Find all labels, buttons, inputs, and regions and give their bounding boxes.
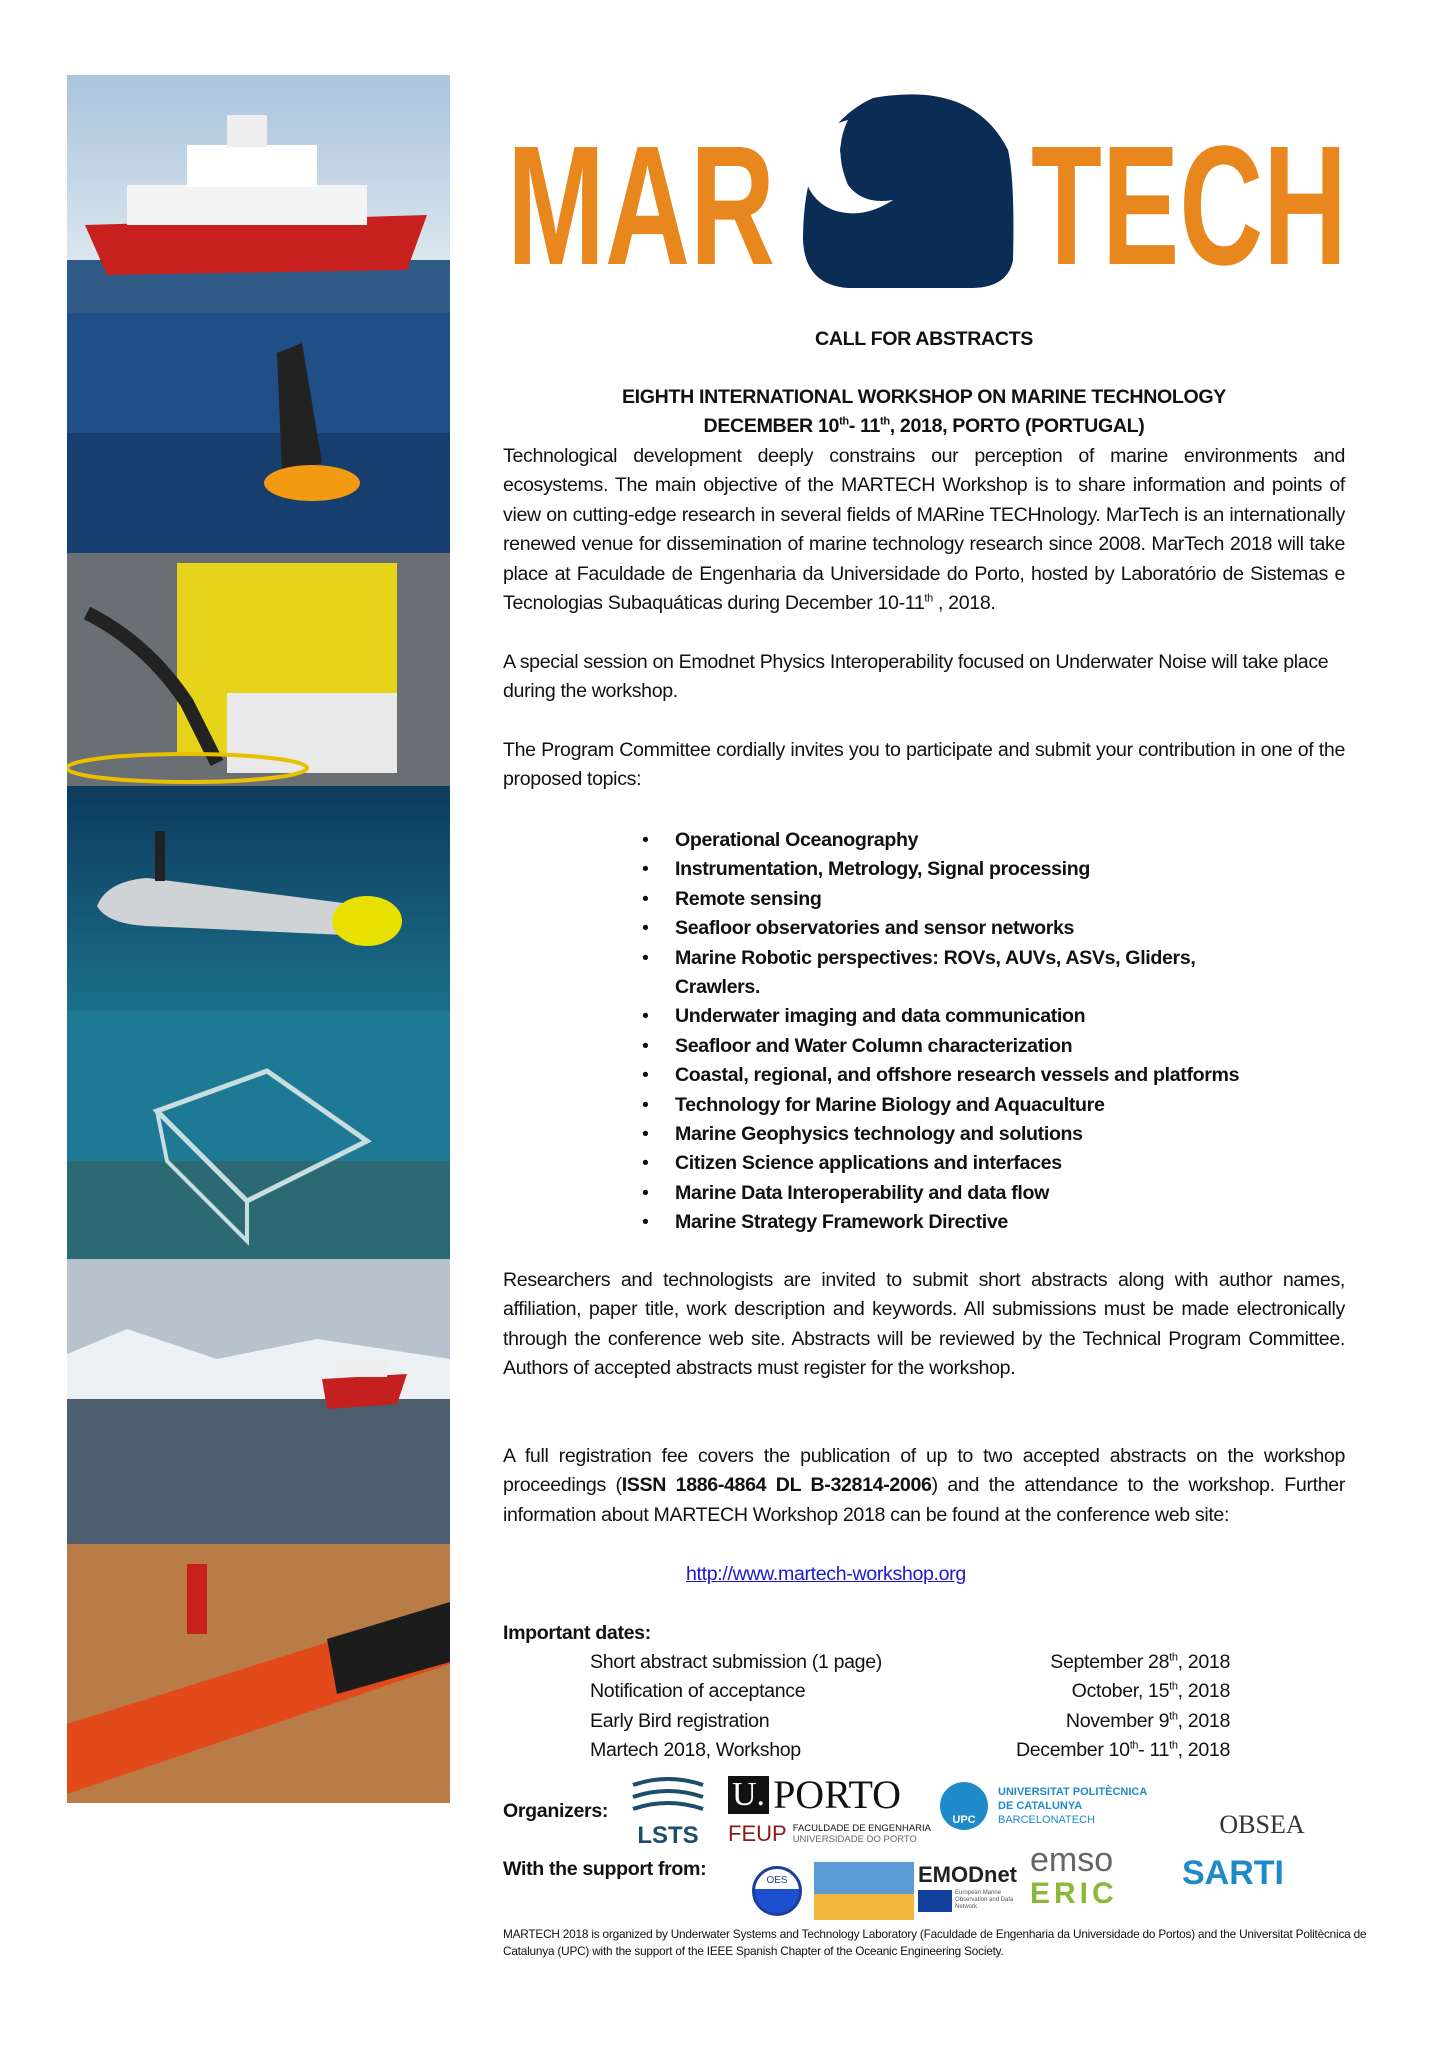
topic-item: • Marine Robotic perspectives: ROVs, AUVs, ASVs, Gliders, Crawlers. — [642, 944, 1275, 1003]
important-dates-table — [590, 1648, 1230, 1766]
footer-note: MARTECH 2018 is organized by Underwater Systems and Technology Laboratory (Faculdade de Engenharia da Universidade do Portos) and the Universitat Politècnica de Catalunya (UPC) with the support of the IEEE Spanish Chapter of the Oceanic Engineering Society. — [503, 1927, 1367, 1958]
emodnet-logo: EMODnet European Marine Observation and Data Network — [918, 1862, 1017, 1910]
logo-text-tech: TECH — [1031, 111, 1347, 290]
topic-item: • Seafloor observatories and sensor networks — [642, 914, 1362, 943]
topic-item: • Underwater imaging and data communication — [642, 1002, 1362, 1031]
invitation-paragraph: The Program Committee cordially invites you to participate and submit your contribution in one of the proposed topics: — [503, 739, 1345, 791]
special-session-paragraph: A special session on Emodnet Physics Interoperability focused on Underwater Noise will take place during the workshop. — [503, 651, 1329, 703]
topic-item: • Marine Data Interoperability and data flow — [642, 1179, 1362, 1208]
photo-underwater-cage — [67, 1011, 450, 1259]
emso-eric-logo: emso ERIC — [1030, 1841, 1118, 1910]
workshop-name: EIGHTH INTERNATIONAL WORKSHOP ON MARINE TECHNOLOGY — [621, 386, 1227, 408]
martech-logo — [503, 90, 1348, 290]
registration-paragraph: A full registration fee covers the publication of up to two accepted abstracts on the workshop proceedings (ISSN 1886-4864 DL B-32814-2006) and the attendance to the workshop. Further information about MARTECH Workshop 2018 can be found at the conference web site: — [503, 1445, 1346, 1526]
logo-text-mar: MAR — [507, 111, 775, 290]
date-row: Notification of acceptance October, 15th, 2018 — [590, 1680, 1230, 1703]
intro-paragraph: Technological development deeply constrains our perception of marine environments and ecosystems. The main objective of the MARTECH Workshop is to share information and points of view on cutting-edge research in several fields of MARine TECHnology. MarTech is an internationally renewed venue for dissemination of marine technology research since 2008. MarTech 2018 will take place at Faculdade de Engenharia da Universidade do Porto, hosted by Laboratório de Sistemas e Tecnologias Subaquáticas during December 10-11th , 2018. — [503, 445, 1345, 615]
website-link-wrap — [686, 1560, 1086, 1589]
emodnet-physics-logo — [814, 1862, 914, 1920]
workshop-dates-location: DECEMBER 10th- 11th, 2018, PORTO (PORTUGAL) — [703, 415, 1145, 438]
topic-item: • Seafloor and Water Column characterization — [642, 1032, 1362, 1061]
website-link[interactable]: http://www.martech-workshop.org — [686, 1563, 966, 1585]
support-label: With the support from: — [503, 1858, 707, 1880]
submission-paragraph: Researchers and technologists are invited to submit short abstracts along with author names, affiliation, paper title, work description and keywords. All submissions must be made electronically through the conference web site. Abstracts will be reviewed by the Technical Program Committee. Authors of accepted abstracts must register for the workshop. — [503, 1269, 1345, 1380]
date-row: Early Bird registration November 9th, 2018 — [590, 1709, 1230, 1732]
photo-rov — [67, 553, 450, 786]
lsts-logo: LSTS — [628, 1775, 708, 1850]
uporto-feup-logo: U. PORTO FEUP FACULDADE DE ENGENHARIA UNIVERSIDADE DO PORTO — [728, 1772, 931, 1846]
workshop-title — [503, 383, 1345, 442]
important-dates-title: Important dates: — [503, 1622, 651, 1644]
topic-item: • Marine Strategy Framework Directive — [642, 1208, 1362, 1237]
oes-logo: OES — [752, 1866, 802, 1916]
photo-research-vessel — [67, 75, 450, 313]
topic-item: • Remote sensing — [642, 885, 1362, 914]
photo-auv — [67, 786, 450, 1011]
topic-item: • Operational Oceanography — [642, 826, 1362, 855]
topic-item: • Instrumentation, Metrology, Signal processing — [642, 855, 1362, 884]
upc-logo: UPC UNIVERSITAT POLITÈCNICA DE CATALUNYA BARCELONATECH — [940, 1782, 1180, 1830]
date-row: Martech 2018, Workshop December 10th- 11th, 2018 — [590, 1739, 1230, 1762]
topics-list — [642, 826, 1362, 1238]
topic-item: • Technology for Marine Biology and Aquaculture — [642, 1091, 1362, 1120]
date-row: Short abstract submission (1 page) September 28th, 2018 — [590, 1651, 1230, 1673]
topic-item: • Marine Geophysics technology and solutions — [642, 1120, 1362, 1149]
topic-item: • Citizen Science applications and interfaces — [642, 1149, 1362, 1178]
call-for-abstracts-title: CALL FOR ABSTRACTS — [815, 328, 1033, 350]
issn: ISSN 1886-4864 DL B-32814-2006 — [621, 1474, 932, 1497]
photo-antarctic-vessel — [67, 1259, 450, 1544]
photo-buoy — [67, 313, 450, 553]
topic-item: • Coastal, regional, and offshore research vessels and platforms — [642, 1061, 1362, 1090]
photo-lauv — [67, 1544, 450, 1803]
organizers-label: Organizers: — [503, 1800, 609, 1822]
obsea-sarti-logo: OBSEA SARTI — [1182, 1810, 1305, 1892]
